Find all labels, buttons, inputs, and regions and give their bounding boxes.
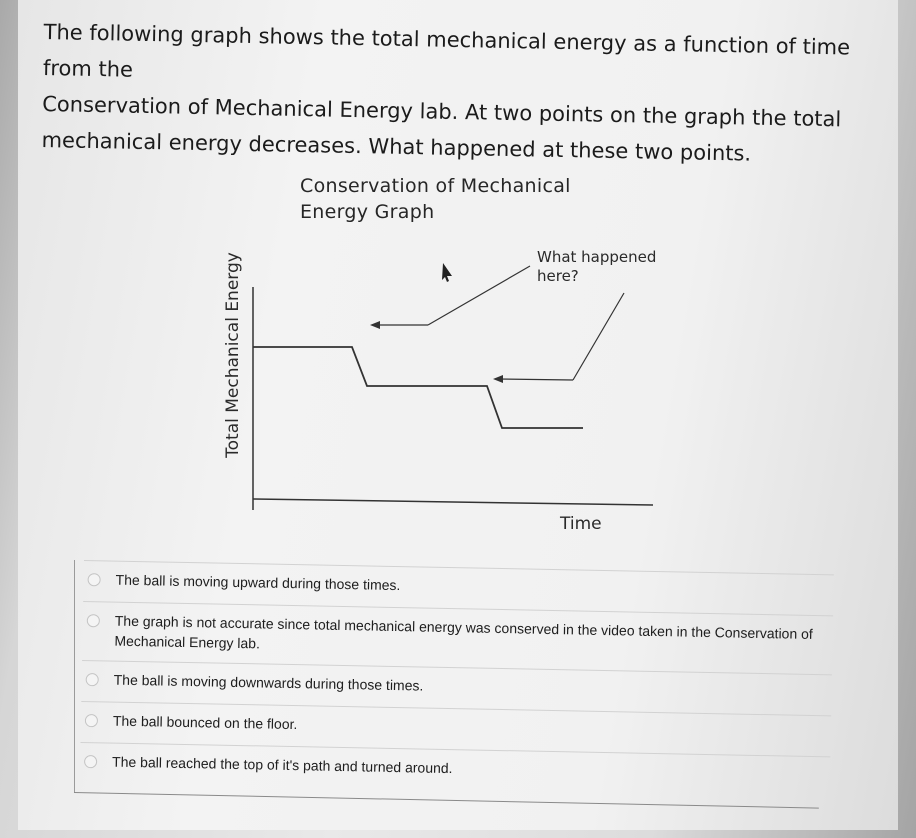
question-line-1: The following graph shows the total mechanical energy as a function of time from the [42, 19, 851, 82]
option-3-label: The ball is moving downwards during those times. [113, 671, 424, 694]
option-5-radio[interactable] [84, 755, 97, 768]
option-4-label: The ball bounced on the floor. [112, 712, 298, 733]
y-axis-label: Total Mechanical Energy [223, 252, 243, 458]
mouse-cursor-icon [442, 263, 452, 282]
option-2-label: The graph is not accurate since total mechanical energy was conserved in the video taken in the Conservation of Mechanical Energy lab. [114, 612, 813, 652]
annotation-arrow-lower-shaft [497, 379, 573, 380]
options-left-border [74, 560, 75, 793]
option-4-radio[interactable] [85, 714, 98, 727]
chart-annotation [537, 248, 656, 286]
option-2-radio[interactable] [87, 614, 100, 627]
answer-options [80, 560, 834, 797]
annotation-arrowhead-upper [370, 321, 380, 329]
option-1-label: The ball is moving upward during those times. [115, 571, 401, 594]
annotation-pointer-lower [573, 293, 624, 380]
x-axis-label: Time [560, 514, 602, 534]
chart-title-line-1: Conservation of Mechanical [300, 175, 571, 197]
question-line-2: Conservation of Mechanical Energy lab. At two points on the graph the total [42, 91, 842, 132]
annotation-line-2: here? [537, 267, 579, 285]
annotation-line-1: What happened [537, 248, 657, 266]
option-1-radio[interactable] [88, 573, 101, 586]
option-3-radio[interactable] [86, 673, 99, 686]
annotation-arrowhead-lower [493, 375, 503, 383]
chart-title [300, 173, 571, 225]
option-5-label: The ball reached the top of it's path and turned around. [111, 753, 453, 777]
energy-series-line [253, 347, 583, 428]
question-line-3: mechanical energy decreases. What happened at these two points. [41, 127, 752, 166]
chart-title-line-2: Energy Graph [300, 201, 435, 223]
x-axis [253, 499, 653, 505]
